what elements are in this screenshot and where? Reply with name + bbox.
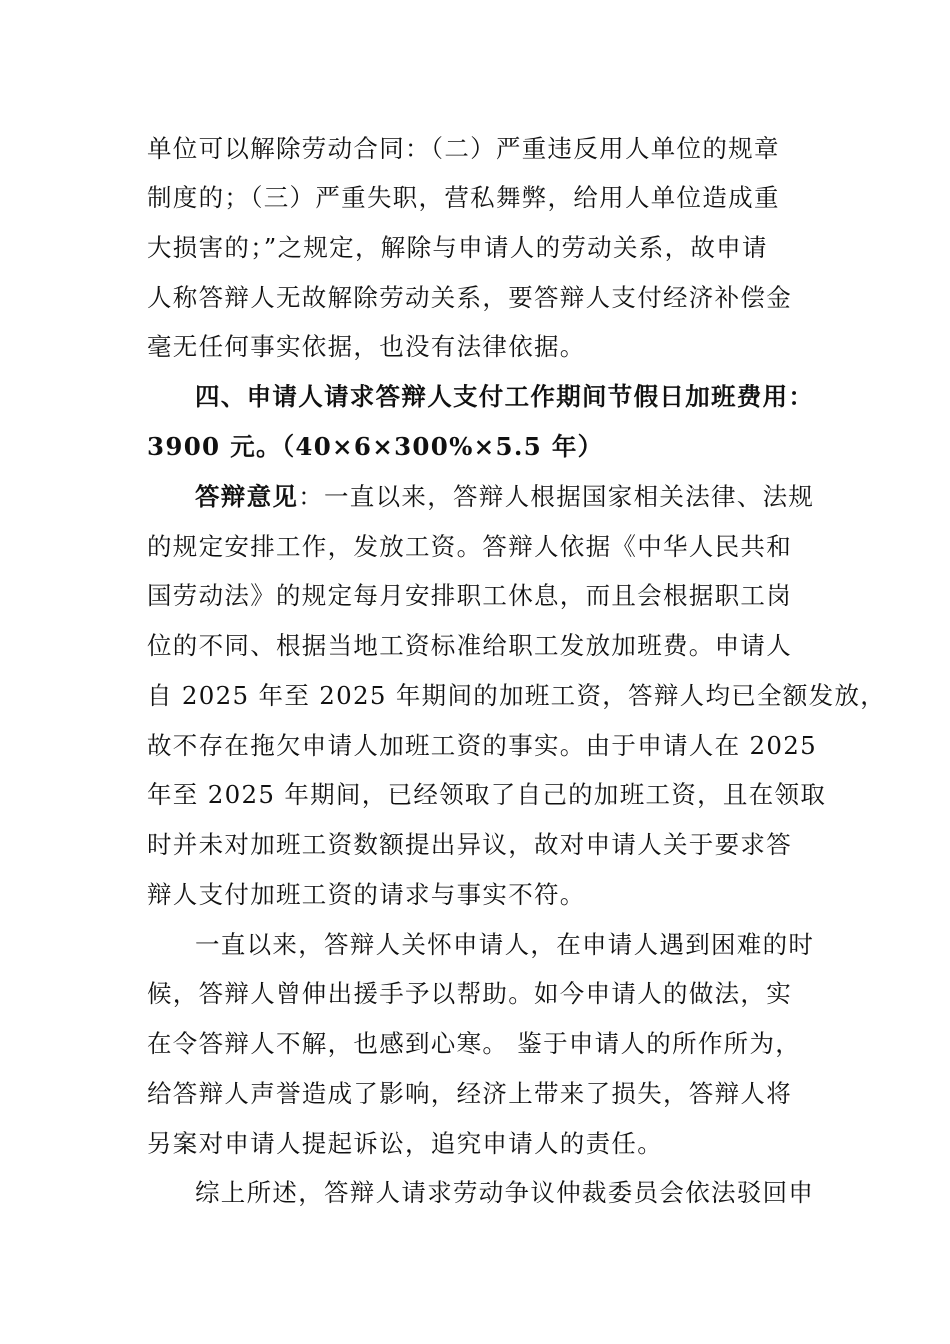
paragraph-line: 时并未对加班工资数额提出异议，故对申请人关于要求答 xyxy=(147,830,792,859)
paragraph-line: 辩人支付加班工资的请求与事实不符。 xyxy=(147,880,586,909)
section-heading: 四、申请人请求答辩人支付工作期间节假日加班费用： xyxy=(195,382,815,411)
paragraph-line: 给答辩人声誉造成了影响，经济上带来了损失，答辩人将 xyxy=(147,1079,792,1108)
reply-opinion-label: 答辩意见 xyxy=(195,482,299,511)
paragraph-line: 另案对申请人提起诉讼，追究申请人的责任。 xyxy=(147,1129,663,1158)
paragraph-line: 综上所述，答辩人请求劳动争议仲裁委员会依法驳回申 xyxy=(195,1178,815,1207)
paragraph-line: 的规定安排工作，发放工资。答辩人依据《中华人民共和 xyxy=(147,532,792,561)
paragraph-line: 单位可以解除劳动合同：（二）严重违反用人单位的规章 xyxy=(147,134,780,163)
paragraph-line: 制度的；（三）严重失职，营私舞弊，给用人单位造成重 xyxy=(147,183,780,212)
paragraph-line: 故不存在拖欠申请人加班工资的事实。由于申请人在 2025 xyxy=(147,731,818,760)
paragraph-line: 毫无任何事实依据，也没有法律依据。 xyxy=(147,332,586,361)
paragraph-line: 候，答辩人曾伸出援手予以帮助。如今申请人的做法，实 xyxy=(147,979,792,1008)
paragraph-line: 位的不同、根据当地工资标准给职工发放加班费。申请人 xyxy=(147,631,792,660)
paragraph-line: 人称答辩人无故解除劳动关系，要答辩人支付经济补偿金 xyxy=(147,283,792,312)
section-heading-cont: 3900 元。（40×6×300%×5.5 年） xyxy=(147,432,604,461)
paragraph-line: 年至 2025 年期间，已经领取了自己的加班工资，且在领取 xyxy=(147,780,827,809)
paragraph-line: 国劳动法》的规定每月安排职工休息，而且会根据职工岗 xyxy=(147,581,792,610)
paragraph-line: 自 2025 年至 2025 年期间的加班工资，答辩人均已全额发放， xyxy=(147,681,887,710)
paragraph-line: 在令答辩人不解，也感到心寒。 鉴于申请人的所作所为， xyxy=(147,1029,802,1058)
paragraph-line: 大损害的；”之规定，解除与申请人的劳动关系，故申请 xyxy=(147,233,768,262)
reply-opinion-line xyxy=(195,481,814,513)
paragraph-line: 一直以来，答辩人关怀申请人，在申请人遇到困难的时 xyxy=(195,930,815,959)
reply-opinion-text: ：一直以来，答辩人根据国家相关法律、法规 xyxy=(298,482,815,511)
